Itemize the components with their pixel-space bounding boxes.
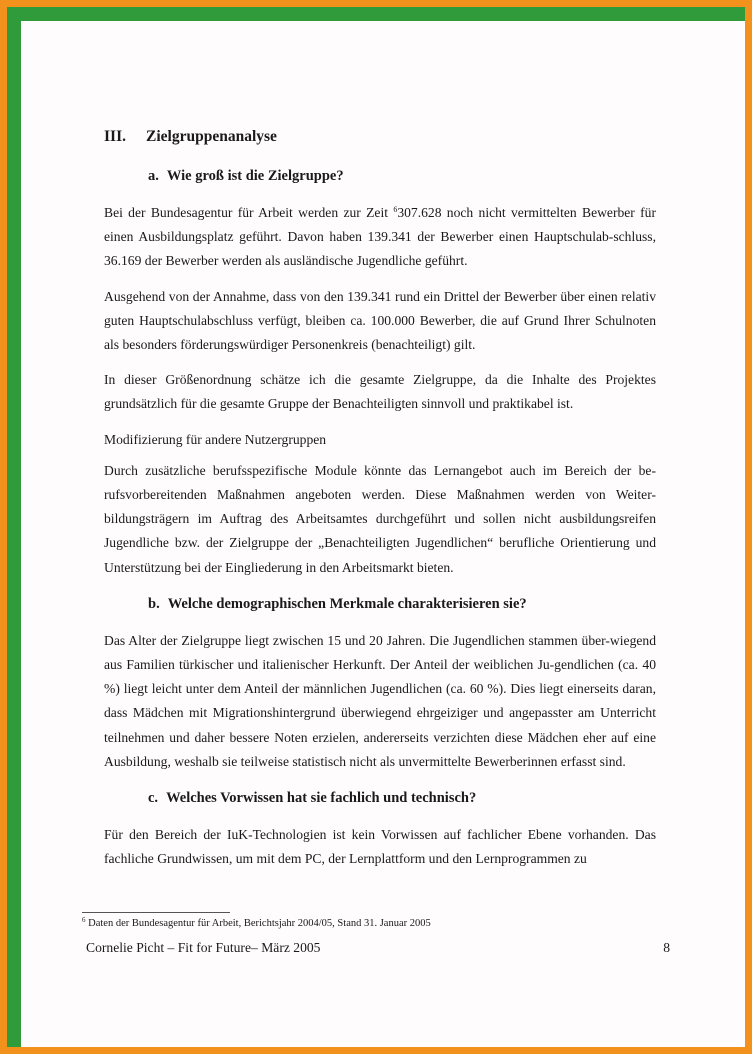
footnote-divider — [82, 912, 230, 913]
footer-author: Cornelie Picht – Fit for Future– März 2005 — [86, 940, 321, 955]
section-b-title: Welche demographischen Merkmale charakterisieren sie? — [167, 595, 527, 612]
section-c-title: Welches Vorwissen hat sie fachlich und technisch? — [166, 790, 477, 807]
section-b-letter: b. — [148, 595, 160, 612]
footnote-reference: 6 — [393, 205, 398, 214]
section-b-heading — [148, 596, 656, 613]
footnote-text: Daten der Bundesagentur für Arbeit, Berichtsjahr 2004/05, Stand 31. Januar 2005 — [85, 918, 431, 929]
footnote — [82, 918, 431, 929]
section-c-letter: c. — [148, 790, 159, 807]
footnote-marker: 6 — [82, 916, 86, 924]
section-b-paragraph-1: Das Alter der Zielgruppe liegt zwischen 15 und 20 Jahren. Die Jugendlichen stammen über-wiegend aus Familien türkischer und italienischer Herkunft. Der Anteil der weiblichen Ju-gendlichen (ca. 40 %) liegt leicht unter dem Anteil der männlichen Jugendlichen (ca. 60 %). Dies liegt einerseits daran, dass Mädchen mit Migrationshintergrund überwiegend ehrgeiziger und angepasster am Unterricht teilnehmen und daher bessere Noten erzielen, andererseits verzichten diese Mädchen eher auf eine Ausbildung, weshalb sie teilweise statistisch nicht als unvermittelte Bewerberinnen erfasst sind. — [104, 632, 656, 769]
paragraph-text: 307.628 noch nicht vermittelten Bewerber für einen Ausbildungsplatz geführt. Davon haben 139.341 der Bewerber einen Hauptschulab-schluss, 36.169 der Bewerber werden als ausländische Jugendliche geführt. — [104, 205, 656, 269]
section-a-paragraph-5: Durch zusätzliche berufsspezifische Module könnte das Lernangebot auch im Bereich der be-rufsvorbereitenden Maßnahmen angeboten werden. Diese Maßnahmen werden von Weiter-bildungsträgern im Auftrag des Arbeitsamtes durchgeführt und sollen nicht ausbildungsreifen Jugendliche bzw. der Zielgruppe der „Benachteiligten Jugendlichen“ berufliche Orientierung und Unterstützung bei der Eingliederung in den Arbeitsmarkt bieten. — [104, 462, 656, 575]
chapter-title: Zielgruppenanalyse — [146, 128, 277, 145]
paragraph-text: Bei der Bundesagentur für Arbeit werden zur Zeit — [104, 205, 394, 220]
section-c-heading — [148, 790, 656, 807]
section-a-title: Wie groß ist die Zielgruppe? — [166, 168, 344, 184]
chapter-heading — [104, 128, 656, 146]
section-a-paragraph-4: Modifizierung für andere Nutzergruppen — [104, 431, 327, 447]
chapter-number: III. — [104, 128, 126, 145]
page-number: 8 — [663, 940, 670, 955]
section-a-paragraph-2: Ausgehend von der Annahme, dass von den 139.341 rund ein Drittel der Bewerber über einen relativ guten Hauptschulabschluss verfügt, bleiben ca. 100.000 Bewerber, die auf Grund Ihrer Schulnoten als besonders förderungswürdiger Personenkreis (benachteiligt) gilt. — [104, 288, 656, 353]
section-a-paragraph-3: In dieser Größenordnung schätze ich die gesamte Zielgruppe, da die Inhalte des Projektes grundsätzlich für die gesamte Gruppe der Benachteiligten sinnvoll und praktikabel ist. — [104, 372, 656, 412]
section-a-letter: a. — [148, 168, 159, 184]
document-body — [104, 128, 656, 882]
section-c-paragraph-1: Für den Bereich der IuK-Technologien ist kein Vorwissen auf fachlicher Ebene vorhanden. Das fachliche Grundwissen, um mit dem PC, der Lernplattform und den Lernprogrammen zu — [104, 827, 656, 867]
section-a-heading — [148, 168, 656, 185]
section-a-paragraph-1 — [104, 201, 656, 274]
